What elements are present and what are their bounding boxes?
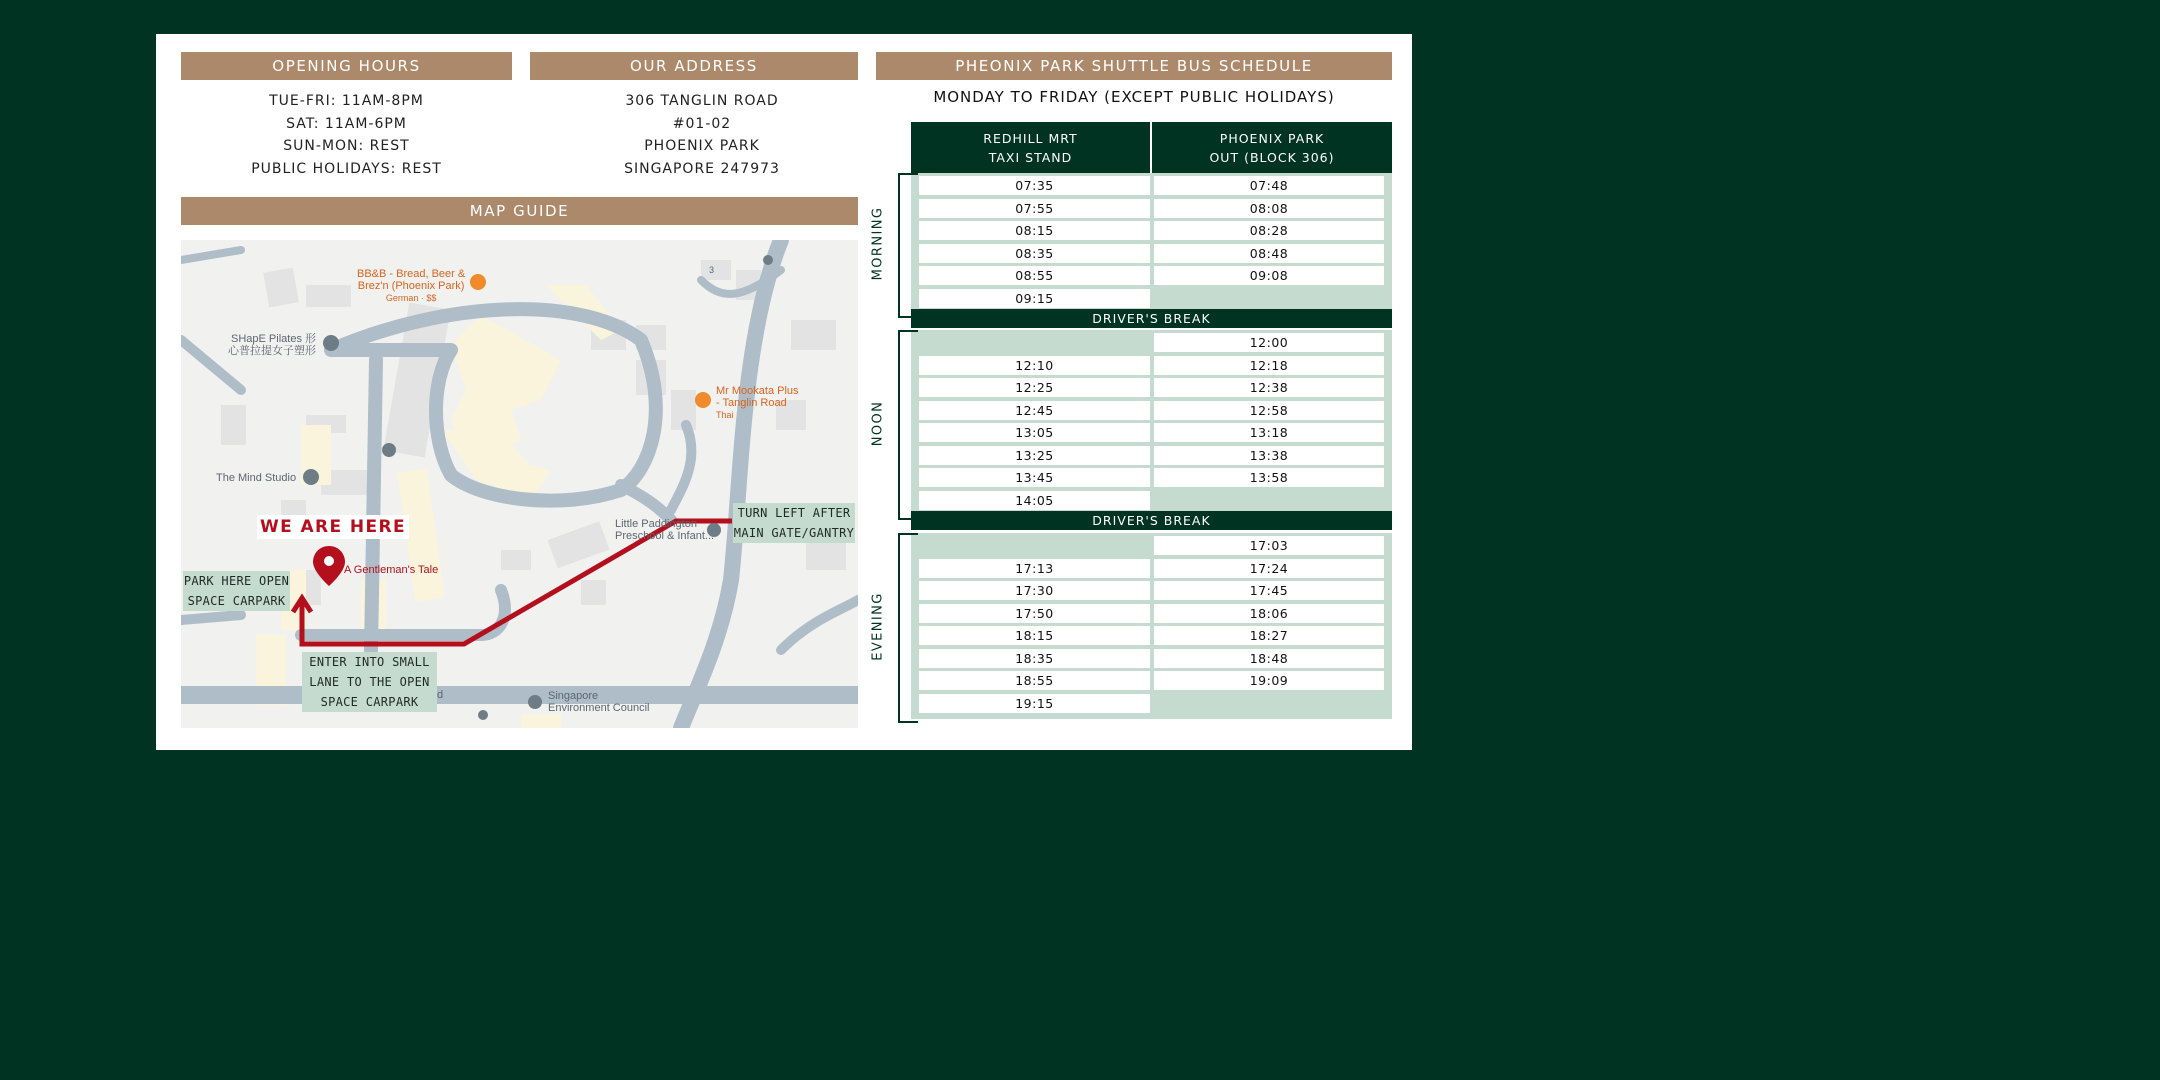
map-guide-header: MAP GUIDE [181, 197, 858, 225]
departure-cell: 18:06 [1154, 604, 1384, 623]
period-label [866, 173, 890, 314]
departure-cell: 13:25 [919, 446, 1150, 465]
drivers-break-row: DRIVER'S BREAK [911, 511, 1392, 530]
period-label [866, 330, 890, 516]
poi-text: 心普拉提女子塑形 [228, 345, 316, 357]
address-line: PHOENIX PARK [644, 138, 760, 154]
enter-lane-callout [302, 652, 437, 712]
departure-cell: 09:15 [919, 289, 1150, 308]
period-name: EVENING [870, 591, 886, 661]
departure-cell: 13:58 [1154, 468, 1384, 487]
opening-hours-line: TUE-FRI: 11AM-8PM [269, 93, 424, 109]
address-lines [530, 90, 874, 180]
departure-cell: 07:55 [919, 199, 1150, 218]
poi-text: Environment Council [548, 702, 650, 714]
poi-text: Thai [716, 410, 734, 420]
address-line: 306 TANGLIN ROAD [625, 93, 779, 109]
callout-line: LANE TO THE OPEN [309, 675, 430, 689]
departure-cell: 13:18 [1154, 423, 1384, 442]
departure-cell: 18:35 [919, 649, 1150, 668]
departure-cell: 08:48 [1154, 244, 1384, 263]
opening-hours-list [181, 90, 512, 180]
column-header-line: REDHILL MRT [983, 130, 1078, 146]
map-guide[interactable] [181, 240, 858, 728]
departure-cell: 12:45 [919, 401, 1150, 420]
address-line: #01-02 [672, 115, 732, 132]
departure-cell: 12:38 [1154, 378, 1384, 397]
callout-line: SPACE CARPARK [187, 594, 286, 608]
period-bracket [898, 330, 918, 520]
column-header-line: PHOENIX PARK [1219, 130, 1325, 146]
poi-text: German · $$ [385, 293, 437, 303]
callout-line: MAIN GATE/GANTRY [733, 526, 855, 540]
period-name: MORNING [870, 206, 886, 281]
address-line: SINGAPORE 247973 [624, 160, 780, 177]
departure-cell: 12:18 [1154, 356, 1384, 375]
schedule-header: PHEONIX PARK SHUTTLE BUS SCHEDULE [876, 52, 1392, 80]
callout-line: TURN LEFT AFTER [737, 506, 851, 520]
park-here-callout [183, 571, 290, 611]
address-header: OUR ADDRESS [530, 52, 858, 80]
opening-hours-header: OPENING HOURS [181, 52, 512, 80]
opening-hours-line: PUBLIC HOLIDAYS: REST [251, 160, 442, 177]
poi-mookata-label[interactable] [716, 385, 799, 421]
departure-cell: 07:48 [1154, 176, 1384, 195]
road-letter-label: d [437, 689, 444, 701]
callout-line: PARK HERE OPEN [183, 574, 290, 588]
departure-cell: 17:30 [919, 581, 1150, 600]
departure-cell: 08:35 [919, 244, 1150, 263]
departure-cell: 19:15 [919, 694, 1150, 713]
callout-line: ENTER INTO SMALL [309, 655, 430, 669]
period-name: NOON [870, 400, 886, 446]
departure-cell: 18:48 [1154, 649, 1384, 668]
departure-cell: 12:10 [919, 356, 1150, 375]
poi-text: SHapE Pilates 形 [231, 333, 316, 345]
poi-text: Brez'n (Phoenix Park) [357, 280, 465, 292]
departure-cell: 09:08 [1154, 266, 1384, 285]
poi-text: Little Paddington [615, 518, 697, 530]
departure-cell: 19:09 [1154, 671, 1384, 690]
departure-cell: 18:55 [919, 671, 1150, 690]
column-header-line: OUT (BLOCK 306) [1209, 149, 1335, 165]
departure-cell: 17:45 [1154, 581, 1384, 600]
poi-text: Preschool & Infant... [615, 530, 715, 542]
schedule-subtitle: MONDAY TO FRIDAY (EXCEPT PUBLIC HOLIDAYS) [933, 88, 1335, 106]
departure-cell: 14:05 [919, 491, 1150, 510]
poi-text: Singapore [548, 690, 599, 702]
road-number-label: 3 [709, 265, 715, 275]
period-bracket [898, 173, 918, 318]
departure-cell: 17:03 [1154, 536, 1384, 555]
column-header-redhill [911, 122, 1150, 173]
departure-cell: 08:15 [919, 221, 1150, 240]
period-bracket [898, 533, 918, 723]
period-label [866, 533, 890, 719]
departure-cell: 17:24 [1154, 559, 1384, 578]
poi-text: Mr Mookata Plus [716, 385, 799, 397]
column-header-line: TAXI STAND [988, 149, 1073, 165]
opening-hours-line: SAT: 11AM-6PM [286, 115, 407, 132]
departure-cell: 07:35 [919, 176, 1150, 195]
departure-cell: 17:13 [919, 559, 1150, 578]
column-header-phoenix [1152, 122, 1392, 173]
poi-mind-label[interactable]: The Mind Studio [216, 472, 297, 484]
departure-cell: 13:38 [1154, 446, 1384, 465]
departure-cell: 18:27 [1154, 626, 1384, 645]
departure-cell: 08:55 [919, 266, 1150, 285]
we-are-here-label: WE ARE HERE [257, 515, 409, 539]
poi-gentleman-label[interactable]: A Gentleman's Tale [344, 564, 439, 576]
departure-cell: 12:25 [919, 378, 1150, 397]
poi-env-label[interactable] [548, 690, 650, 714]
departure-cell: 17:50 [919, 604, 1150, 623]
drivers-break-row: DRIVER'S BREAK [911, 309, 1392, 328]
departure-cell: 18:15 [919, 626, 1150, 645]
poi-text: - Tanglin Road [716, 397, 787, 409]
departure-cell: 12:00 [1154, 333, 1384, 352]
departure-cell: 08:28 [1154, 221, 1384, 240]
departure-cell: 13:45 [919, 468, 1150, 487]
departure-cell: 08:08 [1154, 199, 1384, 218]
poi-bnb-label[interactable] [357, 268, 465, 304]
departure-cell: 13:05 [919, 423, 1150, 442]
poi-little-label[interactable] [615, 518, 714, 542]
poi-shape-label[interactable] [228, 333, 316, 357]
map-drawing [181, 240, 858, 728]
turn-left-callout [733, 503, 855, 543]
departure-cell: 12:58 [1154, 401, 1384, 420]
poi-text: BB&B - Bread, Beer & [357, 268, 466, 280]
opening-hours-line: SUN-MON: REST [283, 138, 410, 154]
callout-line: SPACE CARPARK [320, 695, 419, 709]
